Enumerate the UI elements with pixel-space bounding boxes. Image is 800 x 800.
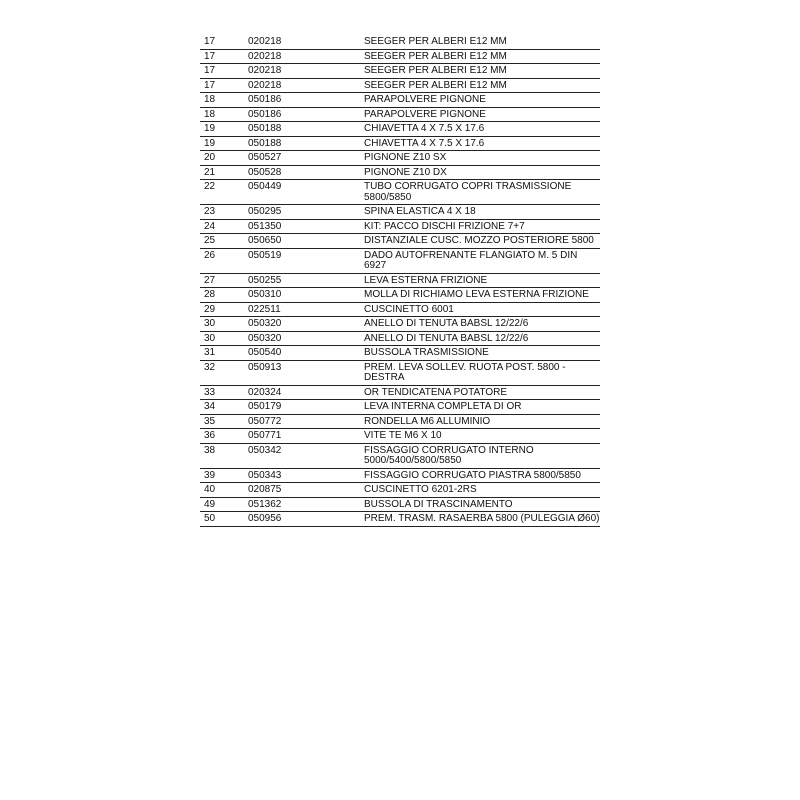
part-description: VITE TE M6 X 10 xyxy=(364,429,600,444)
part-description: SPINA ELASTICA 4 X 18 xyxy=(364,205,600,220)
part-position: 17 xyxy=(200,78,248,93)
part-description: FISSAGGIO CORRUGATO PIASTRA 5800/5850 xyxy=(364,468,600,483)
part-code: 050449 xyxy=(248,180,364,205)
part-code: 050956 xyxy=(248,512,364,527)
table-row xyxy=(200,331,600,346)
part-position: 32 xyxy=(200,360,248,385)
part-code: 020218 xyxy=(248,78,364,93)
part-code: 050772 xyxy=(248,414,364,429)
table-row xyxy=(200,346,600,361)
table-row xyxy=(200,234,600,249)
table-row xyxy=(200,400,600,415)
parts-table-body xyxy=(200,35,600,526)
part-code: 051350 xyxy=(248,219,364,234)
part-description: OR TENDICATENA POTATORE xyxy=(364,385,600,400)
part-description: RONDELLA M6 ALLUMINIO xyxy=(364,414,600,429)
part-position: 18 xyxy=(200,107,248,122)
table-row xyxy=(200,248,600,273)
part-position: 24 xyxy=(200,219,248,234)
part-position: 39 xyxy=(200,468,248,483)
table-row xyxy=(200,122,600,137)
part-description: PARAPOLVERE PIGNONE xyxy=(364,93,600,108)
part-position: 20 xyxy=(200,151,248,166)
part-position: 21 xyxy=(200,165,248,180)
part-code: 050343 xyxy=(248,468,364,483)
table-row xyxy=(200,151,600,166)
part-position: 17 xyxy=(200,64,248,79)
part-description: KIT: PACCO DISCHI FRIZIONE 7+7 xyxy=(364,219,600,234)
table-row xyxy=(200,385,600,400)
part-description: PREM. TRASM. RASAERBA 5800 (PULEGGIA Ø60) xyxy=(364,513,600,524)
table-row xyxy=(200,443,600,468)
part-code: 050188 xyxy=(248,122,364,137)
part-position: 17 xyxy=(200,35,248,49)
table-row xyxy=(200,64,600,79)
table-row xyxy=(200,107,600,122)
table-row xyxy=(200,219,600,234)
part-description: SEEGER PER ALBERI E12 MM xyxy=(364,78,600,93)
part-description: DISTANZIALE CUSC. MOZZO POSTERIORE 5800 xyxy=(364,234,600,249)
part-description: ANELLO DI TENUTA BABSL 12/22/6 xyxy=(364,331,600,346)
part-code: 020875 xyxy=(248,483,364,498)
part-code: 050913 xyxy=(248,360,364,385)
part-position: 29 xyxy=(200,302,248,317)
part-description: CHIAVETTA 4 X 7.5 X 17.6 xyxy=(364,136,600,151)
part-position: 34 xyxy=(200,400,248,415)
part-description: BUSSOLA DI TRASCINAMENTO xyxy=(364,497,600,512)
part-code: 051362 xyxy=(248,497,364,512)
parts-table xyxy=(200,35,600,527)
table-row xyxy=(200,302,600,317)
part-code: 050528 xyxy=(248,165,364,180)
part-position: 23 xyxy=(200,205,248,220)
table-row xyxy=(200,93,600,108)
part-description: BUSSOLA TRASMISSIONE xyxy=(364,346,600,361)
table-row xyxy=(200,497,600,512)
table-row xyxy=(200,49,600,64)
part-description: PIGNONE Z10 DX xyxy=(364,165,600,180)
part-position: 25 xyxy=(200,234,248,249)
part-code: 050310 xyxy=(248,288,364,303)
part-code: 050320 xyxy=(248,317,364,332)
part-description: PARAPOLVERE PIGNONE xyxy=(364,107,600,122)
part-description: CUSCINETTO 6001 xyxy=(364,302,600,317)
part-position: 28 xyxy=(200,288,248,303)
part-code: 022511 xyxy=(248,302,364,317)
part-code: 050179 xyxy=(248,400,364,415)
part-description: ANELLO DI TENUTA BABSL 12/22/6 xyxy=(364,317,600,332)
part-description: SEEGER PER ALBERI E12 MM xyxy=(364,64,600,79)
part-code: 050295 xyxy=(248,205,364,220)
table-row xyxy=(200,317,600,332)
part-position: 17 xyxy=(200,49,248,64)
table-row xyxy=(200,136,600,151)
part-code: 050342 xyxy=(248,443,364,468)
part-code: 050527 xyxy=(248,151,364,166)
part-description: SEEGER PER ALBERI E12 MM xyxy=(364,35,600,49)
part-code: 050650 xyxy=(248,234,364,249)
part-position: 22 xyxy=(200,180,248,205)
part-position: 38 xyxy=(200,443,248,468)
part-description: CHIAVETTA 4 X 7.5 X 17.6 xyxy=(364,122,600,137)
part-code: 050186 xyxy=(248,107,364,122)
part-code: 050519 xyxy=(248,248,364,273)
part-position: 49 xyxy=(200,497,248,512)
table-row xyxy=(200,414,600,429)
part-position: 26 xyxy=(200,248,248,273)
table-row xyxy=(200,483,600,498)
part-position: 30 xyxy=(200,331,248,346)
part-description: DADO AUTOFRENANTE FLANGIATO M. 5 DIN 6927 xyxy=(364,248,600,273)
table-row xyxy=(200,429,600,444)
part-position: 27 xyxy=(200,273,248,288)
part-code: 020218 xyxy=(248,64,364,79)
part-code: 050188 xyxy=(248,136,364,151)
part-description: SEEGER PER ALBERI E12 MM xyxy=(364,49,600,64)
part-position: 50 xyxy=(200,512,248,527)
part-code: 050186 xyxy=(248,93,364,108)
part-position: 35 xyxy=(200,414,248,429)
table-row xyxy=(200,205,600,220)
part-position: 30 xyxy=(200,317,248,332)
part-code: 020324 xyxy=(248,385,364,400)
part-description: FISSAGGIO CORRUGATO INTERNO 5000/5400/5800/5850 xyxy=(364,443,600,468)
part-description: PIGNONE Z10 SX xyxy=(364,151,600,166)
table-row xyxy=(200,78,600,93)
part-code: 050320 xyxy=(248,331,364,346)
part-code: 020218 xyxy=(248,35,364,49)
part-description: MOLLA DI RICHIAMO LEVA ESTERNA FRIZIONE xyxy=(364,288,600,303)
table-row xyxy=(200,165,600,180)
part-description: TUBO CORRUGATO COPRI TRASMISSIONE 5800/5850 xyxy=(364,180,600,205)
table-row xyxy=(200,468,600,483)
table-row xyxy=(200,288,600,303)
part-description: PREM. LEVA SOLLEV. RUOTA POST. 5800 - DESTRA xyxy=(364,360,600,385)
part-description: CUSCINETTO 6201-2RS xyxy=(364,483,600,498)
part-position: 36 xyxy=(200,429,248,444)
part-code: 020218 xyxy=(248,49,364,64)
part-position: 18 xyxy=(200,93,248,108)
part-code: 050255 xyxy=(248,273,364,288)
part-position: 19 xyxy=(200,136,248,151)
part-position: 19 xyxy=(200,122,248,137)
part-position: 31 xyxy=(200,346,248,361)
part-description: LEVA ESTERNA FRIZIONE xyxy=(364,273,600,288)
table-row xyxy=(200,180,600,205)
part-code: 050771 xyxy=(248,429,364,444)
part-position: 40 xyxy=(200,483,248,498)
table-row xyxy=(200,512,600,527)
table-row xyxy=(200,35,600,49)
part-code: 050540 xyxy=(248,346,364,361)
table-row xyxy=(200,273,600,288)
part-description: LEVA INTERNA COMPLETA DI OR xyxy=(364,400,600,415)
part-position: 33 xyxy=(200,385,248,400)
table-row xyxy=(200,360,600,385)
